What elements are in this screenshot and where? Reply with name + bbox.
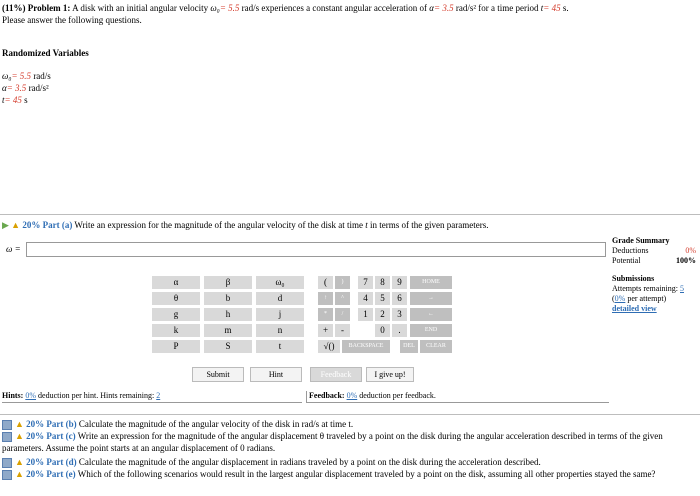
key-2[interactable]: 2: [375, 308, 390, 321]
key-7[interactable]: 7: [358, 276, 373, 289]
key-close-paren[interactable]: ): [335, 276, 350, 289]
key-backspace[interactable]: BACKSPACE: [342, 340, 390, 353]
warning-icon: ▲: [15, 431, 24, 441]
key-omega0[interactable]: ω₀: [256, 276, 304, 289]
expand-icon: [2, 432, 12, 442]
part-e-row[interactable]: ▲ 20% Part (e) Which of the following scenarios would result in the largest angular displacement traveled by a point on the disk, assuming all other properties stayed the same?: [2, 468, 698, 480]
warning-icon: ▲: [15, 469, 24, 479]
key-end[interactable]: END: [410, 324, 452, 337]
key-slash[interactable]: /: [335, 308, 350, 321]
key-p[interactable]: P: [152, 340, 200, 353]
key-j[interactable]: j: [256, 308, 304, 321]
key-del[interactable]: DEL: [400, 340, 418, 353]
part-c-row[interactable]: ▲ 20% Part (c) Write an expression for the magnitude of the angular displacement θ traveled by a point on the disk during the angular acceleration described in terms of the given parameters. Assume the point starts at an angular displacement of 0 radians.: [2, 431, 663, 453]
key-open-paren[interactable]: (: [318, 276, 333, 289]
attempts-value: 5: [680, 284, 684, 293]
submit-button[interactable]: Submit: [192, 367, 244, 382]
key-k[interactable]: k: [152, 324, 200, 337]
alpha-symbol: α: [429, 3, 435, 13]
keypad: [152, 276, 458, 356]
answer-label: ω =: [6, 244, 21, 254]
part-a-percent: 20% Part (a): [22, 220, 73, 230]
key-theta[interactable]: θ: [152, 292, 200, 305]
key-3[interactable]: 3: [392, 308, 407, 321]
warning-icon: ▲: [11, 220, 21, 230]
problem-header: [2, 2, 698, 26]
t-value: = 45: [543, 3, 561, 13]
feedback-button[interactable]: Feedback: [310, 367, 362, 382]
key-alpha[interactable]: α: [152, 276, 200, 289]
key-dot[interactable]: .: [392, 324, 407, 337]
key-up[interactable]: ↑: [318, 292, 333, 305]
alpha-unit: rad/s² for a time period: [455, 3, 539, 13]
key-clear[interactable]: CLEAR: [420, 340, 452, 353]
key-star[interactable]: *: [318, 308, 333, 321]
problem-label: Problem 1:: [27, 3, 71, 13]
var-t: t= 45 s: [2, 95, 28, 105]
key-left-arrow[interactable]: ←: [410, 308, 452, 321]
expand-icon: [2, 470, 12, 480]
key-t[interactable]: t: [256, 340, 304, 353]
key-h[interactable]: h: [204, 308, 252, 321]
key-minus[interactable]: -: [335, 324, 350, 337]
play-icon[interactable]: ▶: [2, 220, 9, 230]
t-symbol: t: [540, 3, 544, 13]
detailed-view-link[interactable]: detailed view: [612, 304, 657, 313]
key-n[interactable]: n: [256, 324, 304, 337]
key-caret[interactable]: ^: [335, 292, 350, 305]
key-m[interactable]: m: [204, 324, 252, 337]
hint-button[interactable]: Hint: [250, 367, 302, 382]
hints-remaining: 2: [156, 391, 161, 400]
key-b[interactable]: b: [204, 292, 252, 305]
part-b-row[interactable]: ▲ 20% Part (b) Calculate the magnitude of the angular velocity of the disk in rad/s at time t.: [2, 418, 698, 430]
key-right-arrow[interactable]: →: [410, 292, 452, 305]
warning-icon: ▲: [15, 419, 24, 429]
key-6[interactable]: 6: [392, 292, 407, 305]
key-sqrt[interactable]: √(): [318, 340, 340, 353]
deductions-value: 0%: [685, 246, 696, 255]
submissions-title: Submissions: [612, 274, 655, 283]
key-0[interactable]: 0: [375, 324, 390, 337]
part-d-row[interactable]: ▲ 20% Part (d) Calculate the magnitude of the angular displacement in radians traveled by a point on the disk during the acceleration described.: [2, 456, 698, 468]
divider-bottom: [0, 414, 700, 415]
key-5[interactable]: 5: [375, 292, 390, 305]
key-beta[interactable]: β: [204, 276, 252, 289]
randomized-title: Randomized Variables: [2, 48, 89, 58]
expand-icon: [2, 458, 12, 468]
key-s[interactable]: S: [204, 340, 252, 353]
key-4[interactable]: 4: [358, 292, 373, 305]
key-g[interactable]: g: [152, 308, 200, 321]
give-up-button[interactable]: I give up!: [366, 367, 414, 382]
potential-value: 100%: [676, 256, 696, 265]
problem-intro: A disk with an initial angular velocity: [72, 3, 209, 13]
problem-weight: (11%): [2, 3, 26, 13]
feedback-bar: Feedback: 0% deduction per feedback.: [306, 391, 609, 403]
key-home[interactable]: HOME: [410, 276, 452, 289]
answer-input[interactable]: [26, 242, 606, 257]
omega-value: = 5.5: [219, 3, 240, 13]
grade-title: Grade Summary: [612, 236, 670, 245]
grade-summary: Grade Summary Deductions 0% Potential 100% Submissions Attempts remaining: 5 (0% per attempt) detailed view: [612, 236, 696, 313]
omega-symbol: ω₀: [210, 3, 220, 13]
divider-top: [0, 214, 700, 215]
part-a-text: Write an expression for the magnitude of the angular velocity of the disk at time: [74, 220, 363, 230]
key-9[interactable]: 9: [392, 276, 407, 289]
warning-icon: ▲: [15, 457, 24, 467]
problem-line2: Please answer the following questions.: [2, 15, 142, 25]
var-alpha: α= 3.5 rad/s²: [2, 83, 49, 93]
alpha-value: = 3.5: [434, 3, 454, 13]
omega-unit: rad/s experiences a constant angular acceleration of: [241, 3, 428, 13]
t-unit: s.: [562, 3, 569, 13]
randomized-vars: [2, 70, 51, 106]
key-d[interactable]: d: [256, 292, 304, 305]
part-a-header: ▶ ▲ 20% Part (a) Write an expression for the magnitude of the angular velocity of the disk at time t in terms of the given parameters.: [2, 220, 489, 230]
key-1[interactable]: 1: [358, 308, 373, 321]
key-8[interactable]: 8: [375, 276, 390, 289]
var-omega: ω₀= 5.5 rad/s: [2, 71, 51, 81]
key-plus[interactable]: +: [318, 324, 333, 337]
expand-icon: [2, 420, 12, 430]
hints-bar: Hints: 0% deduction per hint. Hints remaining: 2: [2, 391, 302, 403]
